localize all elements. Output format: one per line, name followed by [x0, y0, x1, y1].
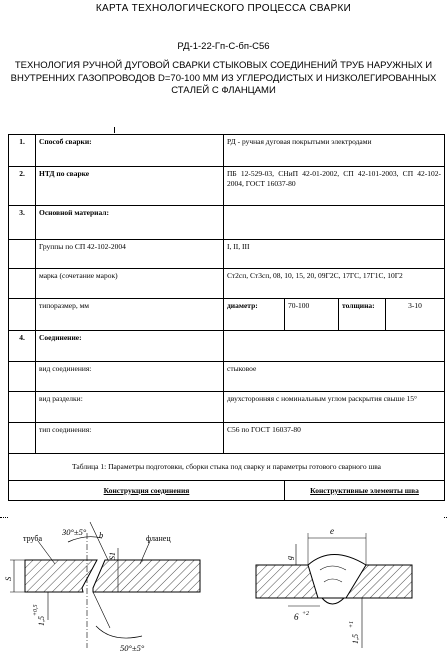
row-welding-method: [9, 135, 445, 167]
table1-header-row: [9, 481, 445, 501]
row-ntd: [9, 167, 445, 206]
row-number: 4.: [9, 331, 36, 362]
row-label: тип соединения:: [36, 423, 224, 454]
pipe-label: труба: [23, 534, 43, 543]
g-label: g: [285, 556, 294, 560]
bottom-angle-label: 50°±5°: [120, 643, 145, 653]
bottom-angle-arc: [96, 626, 142, 638]
diameter-value: 70-100: [285, 299, 339, 331]
tick-mark: [114, 127, 115, 133]
row-connection: [9, 331, 445, 362]
root-label: 1,5: [351, 634, 360, 644]
row-value: Ст2сп, Ст3сп, 08, 10, 15, 20, 09Г2С, 17ГС, 17Г1С, 10Г2: [224, 269, 445, 299]
row-value: стыковое: [224, 362, 445, 392]
pipe-section: [25, 560, 97, 592]
row-edge-prep: [9, 392, 445, 423]
flange-label: фланец: [146, 534, 171, 543]
row-grade: [9, 269, 445, 299]
row-value: ПБ 12-529-03, СНиП 42-01-2002, СП 42-101-2003, СП 42-102-2004, ГОСТ 16037-80: [224, 167, 445, 206]
row-value: [224, 206, 445, 240]
s-label: S: [3, 576, 13, 581]
document-title: КАРТА ТЕХНОЛОГИЧЕСКОГО ПРОЦЕССА СВАРКИ: [95, 3, 352, 14]
row-number: 1.: [9, 135, 36, 167]
row-base-material: [9, 206, 445, 240]
document-heading: ТЕХНОЛОГИЯ РУЧНОЙ ДУГОВОЙ СВАРКИ СТЫКОВЫХ СОЕДИНЕНИЙ ТРУБ НАРУЖНЫХ И ВНУТРЕННИХ ГАЗОПРОВОДОВ D=70-100 ММ ИЗ УГЛЕРОДИСТЫХ И НИЗКОЛЕГИРОВАННЫХ СТАЛЕЙ С ФЛАНЦАМИ: [10, 60, 437, 96]
flange-section: [93, 560, 200, 592]
row-value: двухсторонняя с номинальным углом раскрытия свыше 15°: [224, 392, 445, 423]
row-label: марка (сочетание марок): [36, 269, 224, 299]
six-tolerance: +2: [302, 611, 310, 617]
root-tolerance: +0,5: [33, 604, 39, 616]
row-number: [9, 423, 36, 454]
root-tolerance: +1: [349, 620, 355, 628]
col-weld-elements: Конструктивные элементы шва: [285, 481, 445, 501]
six-label: 6: [294, 612, 299, 622]
diameter-label: диаметр:: [224, 299, 285, 331]
document-code: РД-1-22-Гп-С-бп-С56: [177, 41, 270, 52]
row-number: 2.: [9, 167, 36, 206]
row-number: 3.: [9, 206, 36, 240]
joint-construction-figure: [0, 508, 222, 659]
thickness-value: 3-10: [386, 299, 445, 331]
bottom-bevel-line: [93, 592, 110, 628]
row-value: С56 по ГОСТ 16037-80: [224, 423, 445, 454]
row-label: Соединение:: [36, 331, 224, 362]
row-groups: [9, 240, 445, 269]
row-label: НТД по сварке: [36, 167, 224, 206]
thickness-label: толщина:: [339, 299, 386, 331]
row-value: РД - ручная дуговая покрытыми электродами: [224, 135, 445, 167]
row-value: [224, 331, 445, 362]
row-number: [9, 392, 36, 423]
table1-caption-row: [9, 454, 445, 481]
root-reinforcement: [322, 598, 344, 604]
table1-caption: Таблица 1: Параметры подготовки, сборки стыка под сварку и параметры готового сварного шва: [9, 454, 445, 481]
row-label: Группы по СП 42-102-2004: [36, 240, 224, 269]
row-value: I, II, III: [224, 240, 445, 269]
gap-b-label: b: [99, 530, 104, 540]
row-number: [9, 269, 36, 299]
root-label: 1,5: [37, 616, 46, 626]
weld-elements-figure: [222, 508, 447, 659]
row-number: [9, 362, 36, 392]
top-angle-label: 30°±5°: [62, 527, 87, 537]
row-joint-type: [9, 423, 445, 454]
row-label: вид разделки:: [36, 392, 224, 423]
e-label: e: [330, 526, 334, 536]
row-label: Основной материал:: [36, 206, 224, 240]
row-label: вид соединения:: [36, 362, 224, 392]
bevel-line: [90, 522, 108, 560]
row-joint-kind: [9, 362, 445, 392]
row-label: типоразмер, мм: [36, 299, 224, 331]
top-angle-arc: [68, 537, 102, 542]
row-label: Способ сварки:: [36, 135, 224, 167]
row-size: [9, 299, 445, 331]
process-table: [8, 134, 445, 501]
s1-label: S1: [108, 552, 117, 560]
col-construction: Конструкция соединения: [9, 481, 285, 501]
row-number: [9, 299, 36, 331]
row-number: [9, 240, 36, 269]
